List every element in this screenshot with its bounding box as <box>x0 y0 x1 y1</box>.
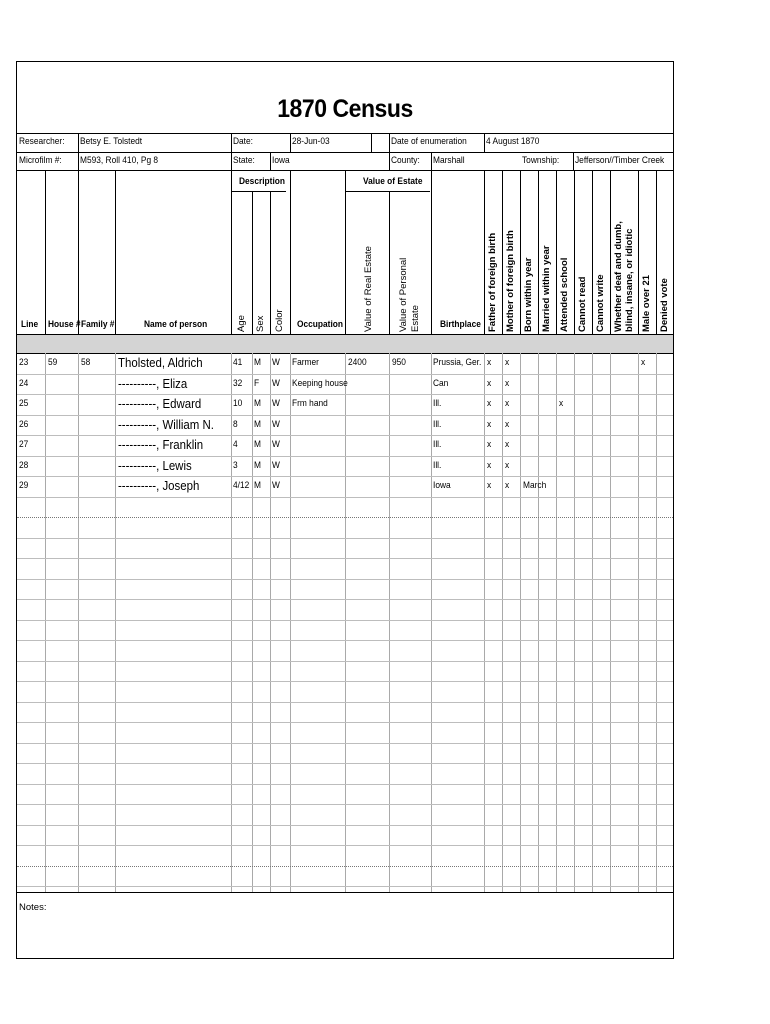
name-cell: ----------, William N. <box>118 417 214 432</box>
father-foreign-cell: x <box>487 460 492 471</box>
col-occupation: Occupation <box>297 319 343 330</box>
researcher-value: Betsy E. Tolstedt <box>80 136 143 147</box>
sex-cell: M <box>254 398 261 409</box>
line-cell: 28 <box>19 460 29 471</box>
attended-school-cell: x <box>559 398 564 409</box>
personal-estate-cell: 950 <box>392 357 406 368</box>
mother-foreign-cell: x <box>505 480 510 491</box>
name-cell: ----------, Franklin <box>118 437 204 452</box>
born-within-year-cell: March <box>523 480 547 491</box>
header-shaded-band <box>17 335 673 353</box>
mother-foreign-cell: x <box>505 398 510 409</box>
father-foreign-cell: x <box>487 419 492 430</box>
occupation-cell: Frm hand <box>292 398 328 409</box>
sex-cell: M <box>254 460 261 471</box>
birthplace-cell: Ill. <box>433 419 442 430</box>
father-foreign-cell: x <box>487 480 492 491</box>
father-foreign-cell: x <box>487 398 492 409</box>
col-married-within-year: Married within year <box>541 245 552 332</box>
name-cell: Tholsted, Aldrich <box>118 355 203 370</box>
col-deaf-line1: Whether deaf and dumb, <box>613 221 624 332</box>
age-cell: 10 <box>233 398 243 409</box>
microfilm-label: Microfilm #: <box>19 155 62 166</box>
color-cell: W <box>272 419 280 430</box>
color-cell: W <box>272 460 280 471</box>
col-color: Color <box>274 309 285 332</box>
col-cannot-read: Cannot read <box>577 276 588 332</box>
mother-foreign-cell: x <box>505 460 510 471</box>
color-cell: W <box>272 357 280 368</box>
birthplace-cell: Can <box>433 378 449 389</box>
birthplace-cell: Ill. <box>433 439 442 450</box>
mother-foreign-cell: x <box>505 419 510 430</box>
col-personal-estate-line2: Estate <box>410 305 421 332</box>
date-label: Date: <box>233 136 253 147</box>
family-cell: 58 <box>81 357 91 368</box>
sex-cell: M <box>254 480 261 491</box>
county-value: Marshall <box>433 155 465 166</box>
state-label: State: <box>233 155 255 166</box>
col-personal-estate-line1: Value of Personal <box>398 257 409 332</box>
col-family: Family # <box>81 319 115 330</box>
value-of-estate-group-header: Value of Estate <box>363 176 423 187</box>
age-cell: 32 <box>233 378 243 389</box>
col-born-within-year: Born within year <box>523 257 534 332</box>
color-cell: W <box>272 480 280 491</box>
col-line: Line <box>21 319 39 330</box>
col-name: Name of person <box>144 319 208 330</box>
col-age: Age <box>236 315 247 332</box>
birthplace-cell: Iowa <box>433 480 451 491</box>
color-cell: W <box>272 439 280 450</box>
col-mother-foreign: Mother of foreign birth <box>505 230 516 332</box>
age-cell: 8 <box>233 419 238 430</box>
real-estate-cell: 2400 <box>348 357 367 368</box>
col-father-foreign: Father of foreign birth <box>487 232 498 332</box>
page-title: 1870 Census <box>277 95 413 123</box>
line-cell: 24 <box>19 378 29 389</box>
col-attended-school: Attended school <box>559 257 570 332</box>
col-house: House # <box>48 319 81 330</box>
mother-foreign-cell: x <box>505 357 510 368</box>
name-cell: ----------, Lewis <box>118 458 192 473</box>
date-value: 28-Jun-03 <box>292 136 330 147</box>
line-cell: 26 <box>19 419 29 430</box>
state-value: Iowa <box>272 155 290 166</box>
birthplace-cell: Prussia, Ger. <box>433 357 482 368</box>
male-over-21-cell: x <box>641 357 646 368</box>
age-cell: 41 <box>233 357 243 368</box>
col-real-estate: Value of Real Estate <box>363 246 374 332</box>
age-cell: 4 <box>233 439 238 450</box>
col-deaf-line2: blind, insane, or idiotic <box>624 228 635 332</box>
line-cell: 27 <box>19 439 29 450</box>
birthplace-cell: Ill. <box>433 398 442 409</box>
col-sex: Sex <box>255 315 266 332</box>
county-label: County: <box>391 155 420 166</box>
father-foreign-cell: x <box>487 357 492 368</box>
father-foreign-cell: x <box>487 378 492 389</box>
house-cell: 59 <box>48 357 58 368</box>
name-cell: ----------, Eliza <box>118 376 188 391</box>
age-cell: 4/12 <box>233 480 250 491</box>
name-cell: ----------, Joseph <box>118 478 200 493</box>
col-male-over-21: Male over 21 <box>641 274 652 332</box>
description-group-header: Description <box>239 176 285 187</box>
occupation-cell: Farmer <box>292 357 319 368</box>
sex-cell: M <box>254 439 261 450</box>
sex-cell: F <box>254 378 260 389</box>
occupation-cell: Keeping house <box>292 378 348 389</box>
name-cell: ----------, Edward <box>118 396 202 411</box>
researcher-label: Researcher: <box>19 136 65 147</box>
line-cell: 23 <box>19 357 29 368</box>
enumeration-value: 4 August 1870 <box>486 136 540 147</box>
line-cell: 25 <box>19 398 29 409</box>
col-denied-vote: Denied vote <box>659 278 670 332</box>
census-sheet <box>16 61 674 959</box>
enumeration-label: Date of enumeration <box>391 136 467 147</box>
notes-label: Notes: <box>19 902 47 913</box>
color-cell: W <box>272 398 280 409</box>
col-birthplace: Birthplace <box>440 319 481 330</box>
col-cannot-write: Cannot write <box>595 274 606 332</box>
color-cell: W <box>272 378 280 389</box>
township-label: Township: <box>522 155 560 166</box>
father-foreign-cell: x <box>487 439 492 450</box>
township-value: Jefferson//Timber Creek <box>575 155 665 166</box>
mother-foreign-cell: x <box>505 439 510 450</box>
microfilm-value: M593, Roll 410, Pg 8 <box>80 155 159 166</box>
sex-cell: M <box>254 357 261 368</box>
sex-cell: M <box>254 419 261 430</box>
line-cell: 29 <box>19 480 29 491</box>
birthplace-cell: Ill. <box>433 460 442 471</box>
age-cell: 3 <box>233 460 238 471</box>
mother-foreign-cell: x <box>505 378 510 389</box>
